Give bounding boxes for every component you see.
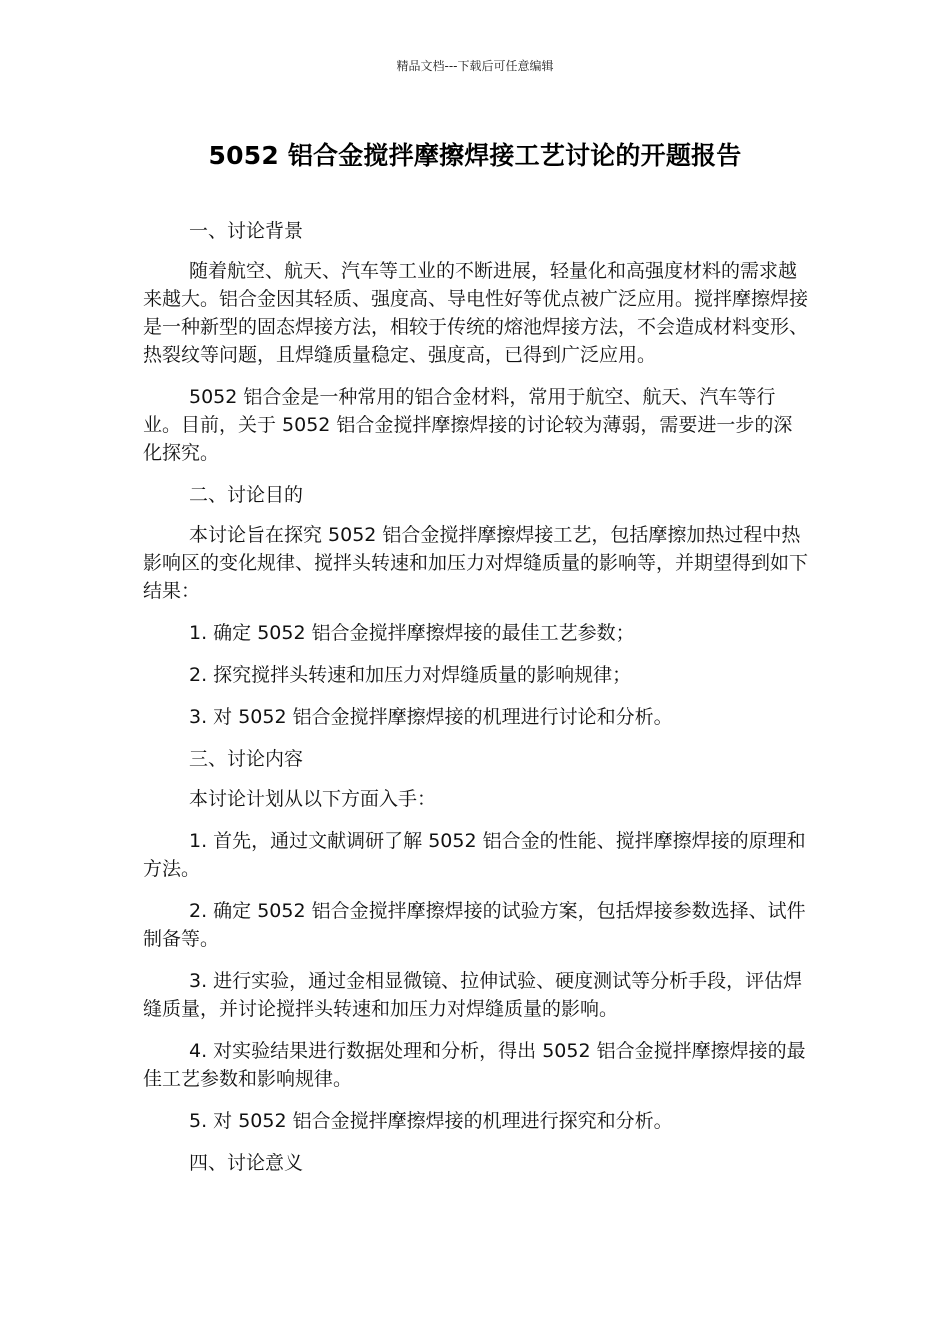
list-item-purpose-2: 2. 探究搅拌头转速和加压力对焊缝质量的影响规律；: [189, 664, 632, 686]
list-item-content-4: 4. 对实验结果进行数据处理和分析，得出 5052 铝合金搅拌摩擦焊接的最佳工艺参数和影响规律。: [143, 1040, 806, 1090]
list-item-content-2: 2. 确定 5052 铝合金搅拌摩擦焊接的试验方案，包括焊接参数选择、试件制备等。: [143, 900, 806, 950]
section-heading-significance: 四、讨论意义: [189, 1152, 304, 1174]
paragraph-background-2: 5052 铝合金是一种常用的铝合金材料，常用于航空、航天、汽车等行业。目前，关于 5052 铝合金搅拌摩擦焊接的讨论较为薄弱，需要进一步的深化探究。: [143, 386, 793, 464]
document-title: 5052 铝合金搅拌摩擦焊接工艺讨论的开题报告: [208, 141, 742, 170]
list-item-content-5: 5. 对 5052 铝合金搅拌摩擦焊接的机理进行探究和分析。: [189, 1110, 673, 1132]
header-note: 精品文档---下载后可任意编辑: [396, 59, 554, 73]
list-item-purpose-1: 1. 确定 5052 铝合金搅拌摩擦焊接的最佳工艺参数；: [189, 622, 635, 644]
list-item-content-3: 3. 进行实验，通过金相显微镜、拉伸试验、硬度测试等分析手段，评估焊缝质量，并讨论搅拌头转速和加压力对焊缝质量的影响。: [143, 970, 803, 1020]
list-item-content-1: 1. 首先，通过文献调研了解 5052 铝合金的性能、搅拌摩擦焊接的原理和方法。: [143, 830, 806, 880]
paragraph-purpose: 本讨论旨在探究 5052 铝合金搅拌摩擦焊接工艺，包括摩擦加热过程中热影响区的变化规律、搅拌头转速和加压力对焊缝质量的影响等，并期望得到如下结果：: [143, 524, 809, 602]
paragraph-content-intro: 本讨论计划从以下方面入手：: [189, 788, 437, 810]
section-heading-background: 一、讨论背景: [189, 220, 304, 242]
section-heading-content: 三、讨论内容: [189, 748, 304, 770]
document-body: [143, 217, 808, 1189]
section-heading-purpose: 二、讨论目的: [189, 484, 304, 506]
list-item-purpose-3: 3. 对 5052 铝合金搅拌摩擦焊接的机理进行讨论和分析。: [189, 706, 673, 728]
paragraph-background-1: 随着航空、航天、汽车等工业的不断进展，轻量化和高强度材料的需求越来越大。铝合金因其轻质、强度高、导电性好等优点被广泛应用。搅拌摩擦焊接是一种新型的固态焊接方法，相较于传统的熔池焊接方法，不会造成材料变形、热裂纹等问题，且焊缝质量稳定、强度高，已得到广泛应用。: [143, 260, 809, 366]
